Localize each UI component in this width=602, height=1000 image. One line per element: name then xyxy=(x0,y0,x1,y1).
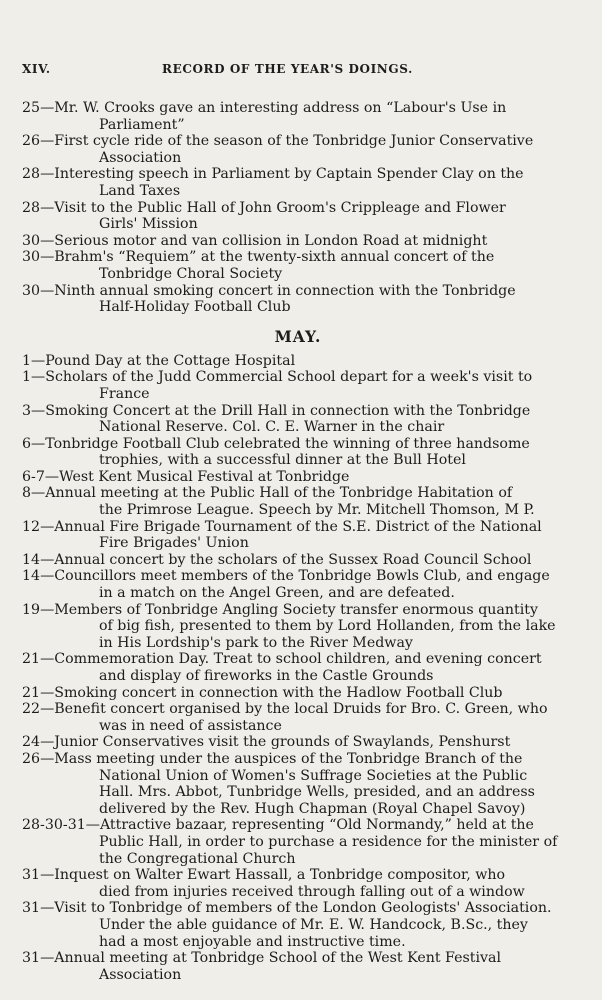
entry-continuation: Public Hall, in order to purchase a residence for the minister of xyxy=(99,833,558,850)
entry-dash: — xyxy=(31,352,46,369)
entry-dash: — xyxy=(85,817,100,834)
entry-dash: — xyxy=(40,232,55,249)
diary-entry xyxy=(22,403,574,436)
entry-dash: — xyxy=(40,734,55,751)
entry-text: Members of Tonbridge Angling Society transfer enormous quantity xyxy=(54,601,538,618)
entry-continuation: Half-Holiday Football Club xyxy=(99,299,291,316)
entry-day: 21 xyxy=(22,684,41,701)
entry-continuation: Land Taxes xyxy=(99,182,181,199)
entry-day: 1 xyxy=(22,352,32,369)
entry-continuation: Girls' Mission xyxy=(99,216,198,233)
entry-dash: — xyxy=(31,485,46,502)
entry-continuation: had a most enjoyable and instructive time. xyxy=(99,933,406,950)
entry-text: Scholars of the Judd Commercial School depart for a week's visit to xyxy=(45,369,533,386)
entry-dash: — xyxy=(40,199,55,216)
may-entries xyxy=(22,353,574,984)
entry-text: Ninth annual smoking concert in connection with the Tonbridge xyxy=(54,282,516,299)
entry-dash: — xyxy=(40,684,55,701)
entry-text: Mass meeting under the auspices of the Tonbridge Branch of the xyxy=(54,750,523,767)
entry-dash: — xyxy=(40,518,55,535)
entry-dash: — xyxy=(40,249,55,266)
entry-text: Annual Fire Brigade Tournament of the S.E. District of the National xyxy=(54,518,542,535)
entry-day: 1 xyxy=(22,369,32,386)
entry-dash: — xyxy=(40,651,55,668)
diary-entry xyxy=(22,867,574,900)
diary-entry xyxy=(22,950,574,983)
entry-dash: — xyxy=(44,468,60,485)
entry-day: 12 xyxy=(22,518,41,535)
entry-continuation: Fire Brigades' Union xyxy=(99,535,249,552)
entry-continuation: Under the able guidance of Mr. E. W. Handcock, B.Sc., they xyxy=(99,916,528,933)
entry-text: Annual concert by the scholars of the Sussex Road Council School xyxy=(54,551,532,568)
entry-text: Annual meeting at the Public Hall of the Tonbridge Habitation of xyxy=(45,485,513,502)
entry-text: Inquest on Walter Ewart Hassall, a Tonbridge compositor, who xyxy=(54,867,506,884)
entry-day: 30 xyxy=(22,282,41,299)
diary-entry xyxy=(22,751,574,817)
april-entries xyxy=(22,100,574,316)
entry-continuation: Tonbridge Choral Society xyxy=(99,265,283,282)
diary-entry xyxy=(22,200,574,233)
diary-entry xyxy=(22,734,574,751)
entry-dash: — xyxy=(40,750,55,767)
entry-day: 28 xyxy=(22,199,41,216)
entry-text: Tonbridge Football Club celebrated the winning of three handsome xyxy=(45,435,530,452)
diary-entry xyxy=(22,436,574,469)
entry-text: Brahm's “Requiem” at the twenty-sixth annual concert of the xyxy=(54,249,495,266)
entry-dash: — xyxy=(40,601,55,618)
entry-text: Visit to Tonbridge of members of the London Geologists' Association. xyxy=(54,900,552,917)
entry-continuation: in a match on the Angel Green, and are defeated. xyxy=(99,585,455,602)
entry-continuation: in His Lordship's park to the River Medway xyxy=(99,634,413,651)
entry-day: 24 xyxy=(22,734,41,751)
entry-continuation: National Union of Women's Suffrage Societies at the Public xyxy=(99,767,528,784)
diary-entry xyxy=(22,249,574,282)
entry-dash: — xyxy=(40,133,55,150)
entry-day: 26 xyxy=(22,133,41,150)
entry-text: First cycle ride of the season of the Tonbridge Junior Conservative xyxy=(54,133,534,150)
entry-day: 28-30-31 xyxy=(22,817,86,834)
entry-dash: — xyxy=(31,402,46,419)
entry-continuation: delivered by the Rev. Hugh Chapman (Royal Chapel Savoy) xyxy=(99,800,526,817)
entry-text: Annual meeting at Tonbridge School of the West Kent Festival xyxy=(54,950,502,967)
entry-dash: — xyxy=(40,701,55,718)
diary-entry xyxy=(22,133,574,166)
entry-day: 22 xyxy=(22,701,41,718)
entry-dash: — xyxy=(40,950,55,967)
diary-entry xyxy=(22,369,574,402)
entry-day: 8 xyxy=(22,485,32,502)
entry-day: 21 xyxy=(22,651,41,668)
entry-text: Attractive bazaar, representing “Old Normandy,” held at the xyxy=(99,817,534,834)
diary-entry xyxy=(22,651,574,684)
diary-entry xyxy=(22,817,574,867)
entry-continuation: the Congregational Church xyxy=(99,850,296,867)
entry-dash: — xyxy=(40,282,55,299)
diary-entry xyxy=(22,519,574,552)
entry-text: Visit to the Public Hall of John Groom's Crippleage and Flower xyxy=(54,199,506,216)
diary-entry xyxy=(22,552,574,569)
diary-entry xyxy=(22,568,574,601)
entry-day: 25 xyxy=(22,100,41,116)
entry-dash: — xyxy=(40,867,55,884)
entry-continuation: National Reserve. Col. C. E. Warner in the chair xyxy=(99,419,445,436)
entry-text: Councillors meet members of the Tonbridge Bowls Club, and engage xyxy=(54,568,550,585)
diary-entry xyxy=(22,685,574,702)
entry-day: 14 xyxy=(22,551,41,568)
entry-dash: — xyxy=(31,435,46,452)
diary-entry xyxy=(22,166,574,199)
entry-text: West Kent Musical Festival at Tonbridge xyxy=(59,468,350,485)
diary-entry xyxy=(22,100,574,133)
entry-day: 31 xyxy=(22,867,41,884)
entry-continuation: Association xyxy=(99,149,182,166)
entry-day: 3 xyxy=(22,402,32,419)
month-heading: MAY. xyxy=(274,326,322,346)
entry-continuation: and display of fireworks in the Castle Grounds xyxy=(99,668,434,684)
entry-continuation: the Primrose League. Speech by Mr. Mitchell Thomson, M P. xyxy=(99,502,535,519)
entry-continuation: was in need of assistance xyxy=(99,717,282,734)
diary-entry xyxy=(22,485,574,518)
entry-day: 26 xyxy=(22,750,41,767)
entry-continuation: France xyxy=(99,385,150,402)
entry-dash: — xyxy=(40,551,55,568)
entry-day: 28 xyxy=(22,166,41,183)
entry-dash: — xyxy=(31,369,46,386)
entry-text: Pound Day at the Cottage Hospital xyxy=(45,352,296,369)
entry-continuation: of big fish, presented to them by Lord Hollanden, from the lake xyxy=(99,618,556,635)
entry-day: 30 xyxy=(22,249,41,266)
running-title: RECORD OF THE YEAR'S DOINGS. xyxy=(162,62,413,76)
entry-text: Benefit concert organised by the local Druids for Bro. C. Green, who xyxy=(54,701,548,718)
entry-text: Smoking concert in connection with the Hadlow Football Club xyxy=(54,684,503,701)
entry-continuation: died from injuries received through falling out of a window xyxy=(99,883,525,900)
entry-dash: — xyxy=(40,100,55,116)
entry-text: Junior Conservatives visit the grounds of Swaylands, Penshurst xyxy=(54,734,511,751)
diary-entry xyxy=(22,233,574,250)
diary-entry xyxy=(22,602,574,652)
entry-day: 30 xyxy=(22,232,41,249)
entry-continuation: Association xyxy=(99,966,182,983)
diary-entry xyxy=(22,469,574,486)
entry-dash: — xyxy=(40,900,55,917)
diary-entry xyxy=(22,353,574,370)
entry-text: Mr. W. Crooks gave an interesting address on “Labour's Use in xyxy=(54,100,507,116)
entry-day: 14 xyxy=(22,568,41,585)
entry-continuation: trophies, with a successful dinner at the Bull Hotel xyxy=(99,452,466,469)
entry-day: 6-7 xyxy=(22,468,45,485)
entry-day: 6 xyxy=(22,435,32,452)
entry-day: 31 xyxy=(22,900,41,917)
entry-text: Interesting speech in Parliament by Captain Spender Clay on the xyxy=(54,166,524,183)
entry-continuation: Parliament” xyxy=(99,116,185,133)
entry-text: Serious motor and van collision in London Road at midnight xyxy=(54,232,488,249)
diary-entry xyxy=(22,283,574,316)
page-number: XIV. xyxy=(22,62,51,76)
diary-entry xyxy=(22,900,574,950)
entry-text: Commemoration Day. Treat to school children, and evening concert xyxy=(54,651,542,668)
entry-continuation: Hall. Mrs. Abbot, Tunbridge Wells, presided, and an address xyxy=(99,784,535,801)
entry-text: Smoking Concert at the Drill Hall in connection with the Tonbridge xyxy=(45,402,531,419)
diary-entry xyxy=(22,701,574,734)
entry-dash: — xyxy=(40,166,55,183)
entry-day: 19 xyxy=(22,601,41,618)
running-header xyxy=(22,62,574,76)
entry-day: 31 xyxy=(22,950,41,967)
entry-dash: — xyxy=(40,568,55,585)
